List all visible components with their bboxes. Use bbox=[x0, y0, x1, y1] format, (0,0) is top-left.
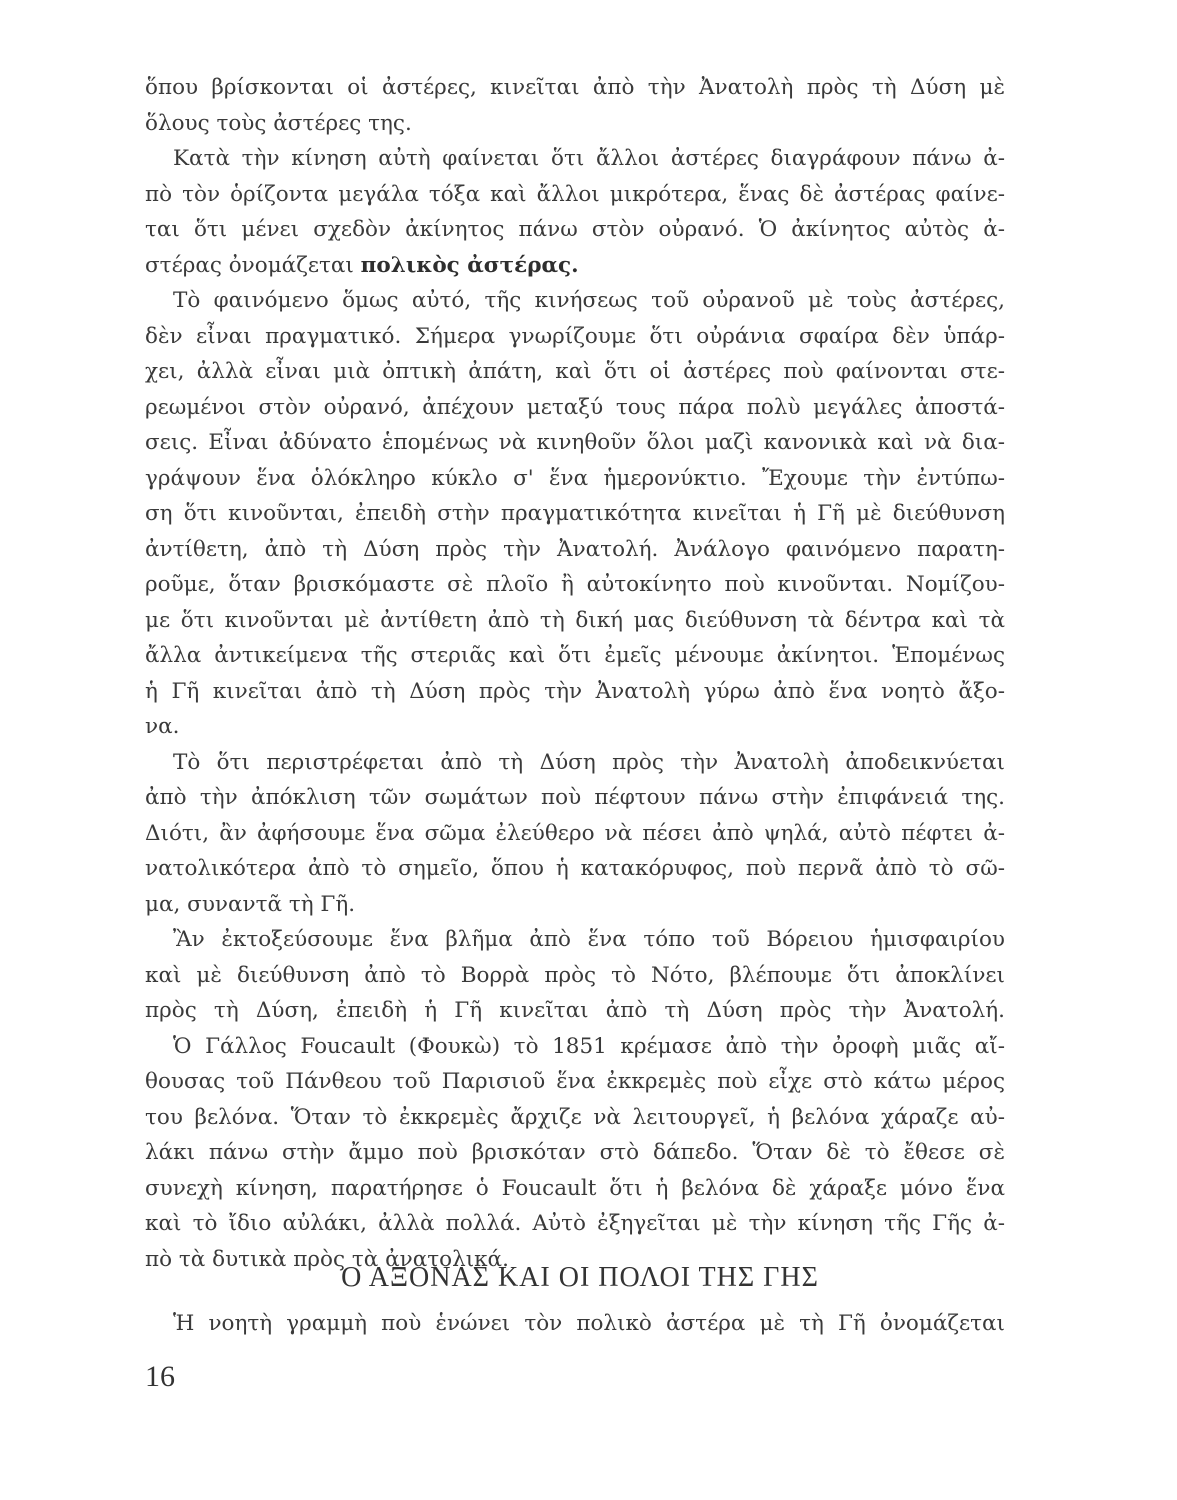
paragraph-line bbox=[145, 1100, 1005, 1136]
paragraph-line bbox=[145, 283, 1005, 319]
paragraph-line bbox=[145, 141, 1005, 177]
paragraph-line bbox=[145, 922, 1005, 958]
paragraph-line bbox=[145, 958, 1005, 994]
paragraph-line bbox=[145, 1029, 1005, 1065]
section-heading: Ο ΑΞΟΝΑΣ ΚΑΙ ΟΙ ΠΟΛΟΙ ΤΗΣ ΓΗΣ bbox=[341, 1262, 819, 1293]
paragraph-line bbox=[145, 709, 1005, 745]
paragraph-line bbox=[145, 674, 1005, 710]
line-text: χει, ἀλλὰ εἶναι μιὰ ὀπτικὴ ἀπάτη, καὶ ὅτι οἱ ἀστέρες ποὺ φαίνονται στε- bbox=[145, 359, 1005, 384]
paragraph-line bbox=[145, 248, 1005, 284]
paragraph-line bbox=[145, 1064, 1005, 1100]
paragraph-line bbox=[145, 390, 1005, 426]
paragraph-line bbox=[145, 212, 1005, 248]
paragraph-line bbox=[145, 816, 1005, 852]
line-text: πὸ τὸν ὁρίζοντα μεγάλα τόξα καὶ ἄλλοι μικρότερα, ἕνας δὲ ἀστέρας φαίνε- bbox=[145, 181, 1005, 207]
paragraph-line bbox=[145, 887, 1005, 923]
paragraph-line bbox=[145, 780, 1005, 816]
line-text: Τὸ φαινόμενο ὅμως αὐτό, τῆς κινήσεως τοῦ οὐρανοῦ μὲ τοὺς ἀστέρες, bbox=[173, 288, 1005, 313]
paragraph-line bbox=[145, 993, 1005, 1029]
line-text: ὅλους τοὺς ἀστέρες της. bbox=[145, 110, 412, 136]
paragraph-line bbox=[145, 567, 1005, 603]
line-text: Ἂν ἐκτοξεύσουμε ἕνα βλῆμα ἀπὸ ἕνα τόπο τοῦ Βόρειου ἡμισφαιρίου bbox=[173, 927, 1005, 952]
body-text bbox=[145, 70, 1005, 1277]
line-text: νατολικότερα ἀπὸ τὸ σημεῖο, ὅπου ἡ κατακόρυφος, ποὺ περνᾶ ἀπὸ τὸ σῶ- bbox=[145, 856, 1005, 881]
line-text: ρεωμένοι στὸν οὐρανό, ἀπέχουν μεταξύ τους πάρα πολὺ μεγάλες ἀποστά- bbox=[145, 394, 1005, 420]
line-text: ὅπου βρίσκονται οἱ ἀστέρες, κινεῖται ἀπὸ τὴν Ἀνατολὴ πρὸς τὴ Δύση μὲ bbox=[145, 75, 1005, 100]
line-text: Διότι, ἂν ἀφήσουμε ἕνα σῶμα ἐλεύθερο νὰ πέσει ἀπὸ ψηλά, αὐτὸ πέφτει ἀ- bbox=[145, 820, 1005, 846]
line-text: ἄλλα ἀντικείμενα τῆς στεριᾶς καὶ ὅτι ἐμεῖς μένουμε ἀκίνητοι. Ἑπομένως bbox=[145, 643, 1005, 668]
line-text: θουσας τοῦ Πάνθεου τοῦ Παρισιοῦ ἕνα ἐκκρεμὲς ποὺ εἶχε στὸ κάτω μέρος bbox=[145, 1069, 1005, 1094]
line-text: ἡ Γῆ κινεῖται ἀπὸ τὴ Δύση πρὸς τὴν Ἀνατολὴ γύρω ἀπὸ ἕνα νοητὸ ἄξο- bbox=[145, 678, 1005, 704]
paragraph-line bbox=[145, 496, 1005, 532]
paragraph-line bbox=[145, 1135, 1005, 1171]
paragraph-line bbox=[145, 638, 1005, 674]
line-text: μα, συναντᾶ τὴ Γῆ. bbox=[145, 891, 356, 917]
line-text: πρὸς τὴ Δύση, ἐπειδὴ ἡ Γῆ κινεῖται ἀπὸ τὴ Δύση πρὸς τὴν Ἀνατολή. bbox=[145, 998, 1005, 1023]
line-text: λάκι πάνω στὴν ἄμμο ποὺ βρισκόταν στὸ δάπεδο. Ὅταν δὲ τὸ ἔθεσε σὲ bbox=[145, 1140, 1005, 1165]
line-text: πὸ τὰ δυτικὰ πρὸς τὰ ἀνατολικά. bbox=[145, 1246, 509, 1272]
line-text: ται ὅτι μένει σχεδὸν ἀκίνητος πάνω στὸν οὐρανό. Ὁ ἀκίνητος αὐτὸς ἀ- bbox=[145, 217, 1005, 242]
line-text: καὶ τὸ ἴδιο αὐλάκι, ἀλλὰ πολλά. Αὐτὸ ἐξηγεῖται μὲ τὴν κίνηση τῆς Γῆς ἀ- bbox=[145, 1211, 1005, 1236]
line-text: με ὅτι κινοῦνται μὲ ἀντίθετη ἀπὸ τὴ δική μας διεύθυνση τὰ δέντρα καὶ τὰ bbox=[145, 607, 1005, 633]
line-text: ροῦμε, ὅταν βρισκόμαστε σὲ πλοῖο ἢ αὐτοκίνητο ποὺ κινοῦνται. Νομίζου- bbox=[145, 572, 1005, 597]
paragraph-line bbox=[145, 354, 1005, 390]
paragraph-line bbox=[145, 532, 1005, 568]
line-text: καὶ μὲ διεύθυνση ἀπὸ τὸ Βορρὰ πρὸς τὸ Νότο, βλέπουμε ὅτι ἀποκλίνει bbox=[145, 962, 1005, 988]
section-first-paragraph bbox=[145, 1306, 1005, 1342]
line-text: Ὁ Γάλλος Foucault (Φουκὼ) τὸ 1851 κρέμασε ἀπὸ τὴν ὀροφὴ μιᾶς αἴ- bbox=[173, 1033, 1005, 1059]
paragraph-line: Ἡ νοητὴ γραμμὴ ποὺ ἑνώνει τὸν πολικὸ ἀστέρα μὲ τὴ Γῆ ὀνομάζεται bbox=[173, 1311, 1005, 1336]
line-text: ση ὅτι κινοῦνται, ἐπειδὴ στὴν πραγματικότητα κινεῖται ἡ Γῆ μὲ διεύθυνση bbox=[145, 501, 1005, 526]
paragraph-line bbox=[145, 851, 1005, 887]
paragraph-line bbox=[145, 425, 1005, 461]
line-text: ἀπὸ τὴν ἀπόκλιση τῶν σωμάτων ποὺ πέφτουν πάνω στὴν ἐπιφάνειά της. bbox=[145, 785, 1005, 810]
line-text: ἀντίθετη, ἀπὸ τὴ Δύση πρὸς τὴν Ἀνατολή. Ἀνάλογο φαινόμενο παρατη- bbox=[145, 536, 1005, 562]
page-number: 16 bbox=[145, 1360, 175, 1393]
paragraph-line bbox=[145, 1206, 1005, 1242]
paragraph-line bbox=[145, 461, 1005, 497]
line-text: στέρας ὀνομάζεται bbox=[145, 252, 361, 278]
paragraph-line bbox=[145, 603, 1005, 639]
line-text: γράψουν ἕνα ὁλόκληρο κύκλο σ' ἕνα ἡμερονύκτιο. Ἔχουμε τὴν ἐντύπω- bbox=[145, 465, 1005, 491]
paragraph-line bbox=[145, 319, 1005, 355]
line-text: του βελόνα. Ὅταν τὸ ἐκκρεμὲς ἄρχιζε νὰ λειτουργεῖ, ἡ βελόνα χάραζε αὐ- bbox=[145, 1104, 1005, 1130]
line-text: συνεχὴ κίνηση, παρατήρησε ὁ Foucault ὅτι ἡ βελόνα δὲ χάραξε μόνο ἕνα bbox=[145, 1175, 1005, 1201]
paragraph-line bbox=[145, 106, 1005, 142]
line-text: σεις. Εἶναι ἀδύνατο ἑπομένως νὰ κινηθοῦν ὅλοι μαζὶ κανονικὰ καὶ νὰ δια- bbox=[145, 430, 1005, 455]
paragraph-line bbox=[145, 177, 1005, 213]
paragraph-line bbox=[145, 70, 1005, 106]
highlighted-term: πολικὸς ἀστέρας. bbox=[360, 252, 579, 278]
line-text: Τὸ ὅτι περιστρέφεται ἀπὸ τὴ Δύση πρὸς τὴν Ἀνατολὴ ἀποδεικνύεται bbox=[173, 749, 1005, 775]
line-text: δὲν εἶναι πραγματικό. Σήμερα γνωρίζουμε ὅτι οὐράνια σφαίρα δὲν ὑπάρ- bbox=[145, 323, 1005, 349]
paragraph-line bbox=[145, 1171, 1005, 1207]
line-text: να. bbox=[145, 714, 180, 739]
line-text: Κατὰ τὴν κίνηση αὐτὴ φαίνεται ὅτι ἄλλοι ἀστέρες διαγράφουν πάνω ἀ- bbox=[173, 146, 1005, 171]
paragraph-line bbox=[145, 745, 1005, 781]
